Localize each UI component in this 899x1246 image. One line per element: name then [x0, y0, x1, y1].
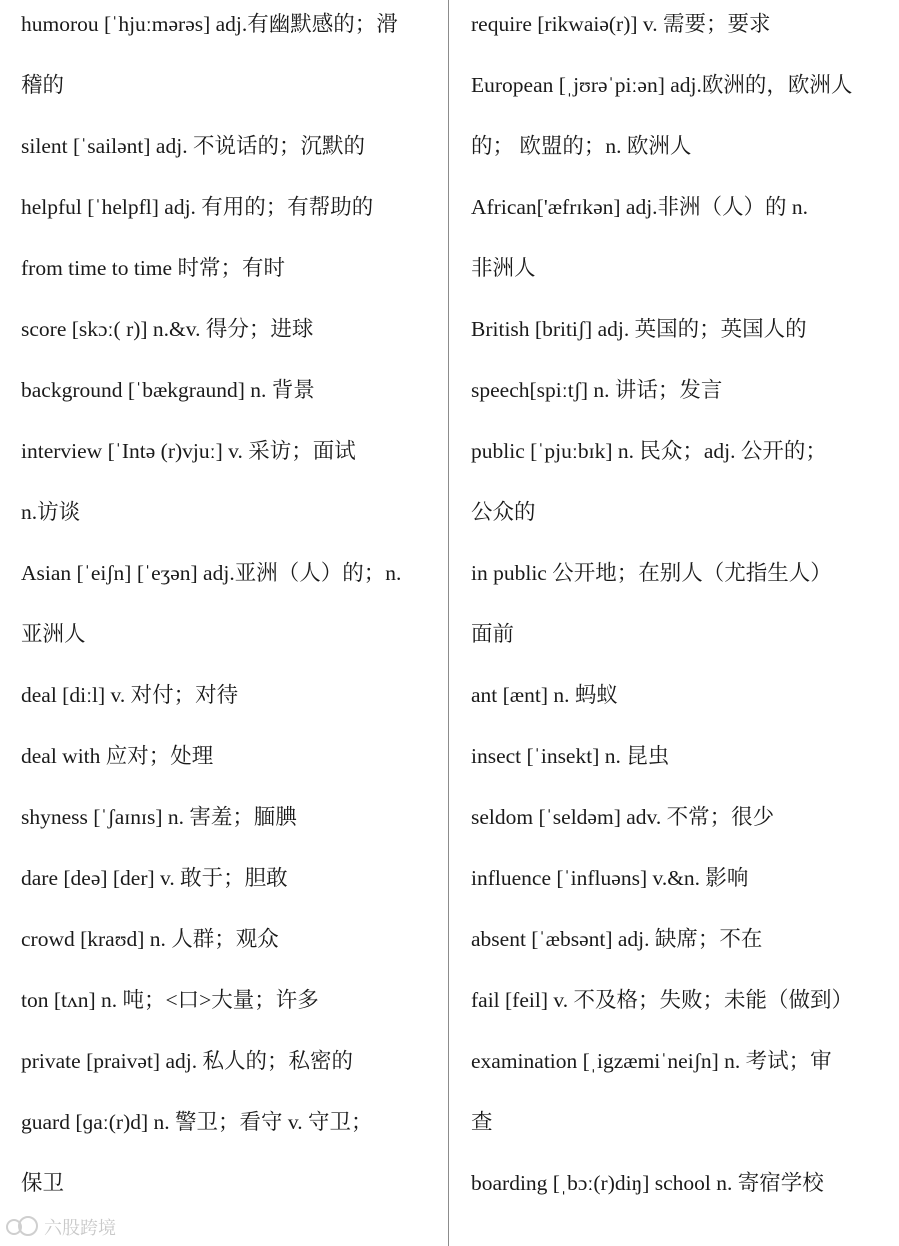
right-column-line: ant [ænt] n. 蚂蚁 — [471, 683, 618, 707]
right-column-line: boarding [ˌbɔː(r)diŋ] school n. 寄宿学校 — [471, 1171, 824, 1195]
left-column-line: n.访谈 — [21, 500, 81, 524]
left-column-line: from time to time 时常；有时 — [21, 256, 285, 280]
right-column-line: 面前 — [471, 622, 515, 646]
left-column-line: shyness [ˈʃaɪnɪs] n. 害羞；腼腆 — [21, 805, 297, 829]
left-column-line: ton [tʌn] n. 吨；<口>大量；许多 — [21, 988, 319, 1012]
right-column — [450, 0, 899, 1246]
right-column-line: speech[spiːtʃ] n. 讲话；发言 — [471, 378, 723, 402]
right-column-line: examination [ˌigzæmiˈneiʃn] n. 考试；审 — [471, 1049, 832, 1073]
right-column-line: influence [ˈinfluəns] v.&n. 影响 — [471, 866, 749, 890]
right-column-line: in public 公开地；在别人（尤指生人） — [471, 561, 832, 585]
right-column-line: 非洲人 — [471, 256, 536, 280]
left-column-line: helpful [ˈhelpfl] adj. 有用的；有帮助的 — [21, 195, 374, 219]
right-column-line: seldom [ˈseldəm] adv. 不常；很少 — [471, 805, 775, 829]
right-column-line: public [ˈpjuːbɪk] n. 民众；adj. 公开的； — [471, 439, 827, 463]
watermark-text: 六股跨境 — [44, 1218, 116, 1239]
left-column-line: interview [ˈIntə (r)vjuː] v. 采访；面试 — [21, 439, 356, 463]
right-column-line: 公众的 — [471, 500, 536, 524]
right-column-line: African['æfrɪkən] adj.非洲（人）的 n. — [471, 195, 809, 219]
left-column-line: deal with 应对；处理 — [21, 744, 214, 768]
right-column-line: absent [ˈæbsənt] adj. 缺席；不在 — [471, 927, 763, 951]
left-column-line: dare [deə] [der] v. 敢于；胆敢 — [21, 866, 288, 890]
left-column-line: 保卫 — [21, 1171, 65, 1195]
left-column-line: Asian [ˈeiʃn] [ˈeʒən] adj.亚洲（人）的；n. — [21, 561, 402, 585]
right-column-line: 查 — [471, 1110, 493, 1134]
left-column-line: background [ˈbækgraund] n. 背景 — [21, 378, 315, 402]
right-column-line: European [ˌjʊrəˈpiːən] adj.欧洲的，欧洲人 — [471, 73, 853, 97]
watermark — [6, 1214, 116, 1240]
right-column-line: British [britiʃ] adj. 英国的；英国人的 — [471, 317, 807, 341]
left-column-line: crowd [kraʊd] n. 人群；观众 — [21, 927, 279, 951]
right-column-line: 的； 欧盟的；n. 欧洲人 — [471, 134, 692, 158]
left-column-line: deal [diːl] v. 对付；对待 — [21, 683, 239, 707]
left-column-line: 亚洲人 — [21, 622, 86, 646]
left-column-line: humorou [ˈhjuːmərəs] adj.有幽默感的；滑 — [21, 12, 398, 36]
left-column-line: score [skɔː( r)] n.&v. 得分；进球 — [21, 317, 314, 341]
right-column-line: fail [feil] v. 不及格；失败；未能（做到） — [471, 988, 853, 1012]
left-column-line: 稽的 — [21, 73, 65, 97]
watermark-logo-icon — [6, 1216, 40, 1238]
left-column — [0, 0, 449, 1246]
right-column-line: require [rikwaiə(r)] v. 需要；要求 — [471, 12, 771, 36]
left-column-line: silent [ˈsailənt] adj. 不说话的；沉默的 — [21, 134, 365, 158]
left-column-line: private [praivət] adj. 私人的；私密的 — [21, 1049, 353, 1073]
right-column-line: insect [ˈinsekt] n. 昆虫 — [471, 744, 670, 768]
left-column-line: guard [ɡaː(r)d] n. 警卫；看守 v. 守卫； — [21, 1110, 373, 1134]
column-divider — [448, 0, 449, 1246]
